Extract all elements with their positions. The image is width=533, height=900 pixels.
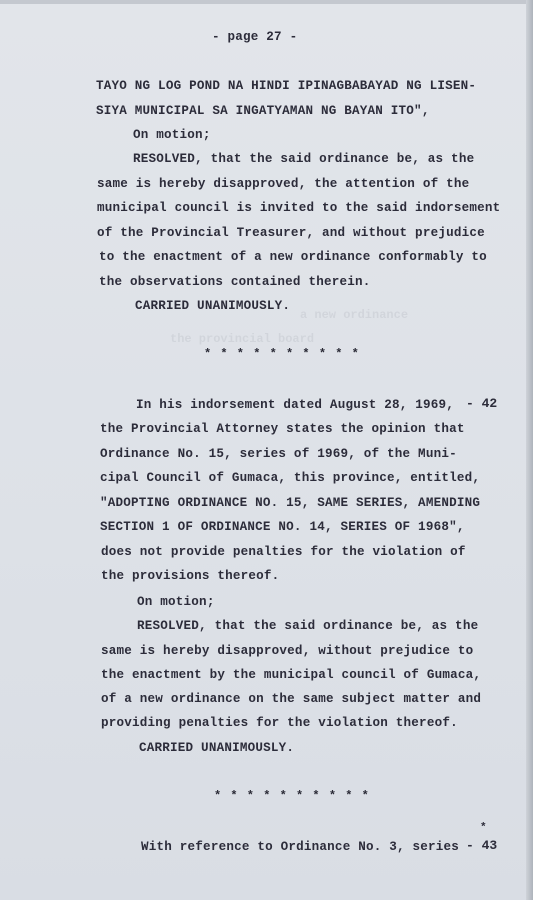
text-line: does not provide penalties for the violation of bbox=[101, 545, 466, 559]
text-line: On motion; bbox=[137, 595, 215, 609]
text-line: TAYO NG LOG POND NA HINDI IPINAGBABAYAD NG LISEN- bbox=[96, 79, 477, 93]
text-line: cipal Council of Gumaca, this province, entitled, bbox=[100, 471, 481, 485]
text-line: the enactment by the municipal council of Gumaca, bbox=[101, 668, 482, 682]
text-line: of a new ordinance on the same subject matter and bbox=[101, 692, 482, 706]
text-line: the observations contained therein. bbox=[99, 275, 371, 289]
text-line: of the Provincial Treasurer, and without prejudice bbox=[97, 226, 485, 240]
text-line: "ADOPTING ORDINANCE NO. 15, SAME SERIES, AMENDING bbox=[100, 496, 481, 510]
text-line: same is hereby disapproved, the attention of the bbox=[97, 177, 470, 191]
text-line: With reference to Ordinance No. 3, series bbox=[141, 840, 460, 854]
text-line: SECTION 1 OF ORDINANCE NO. 14, SERIES OF 1968", bbox=[100, 520, 465, 534]
page-top-edge bbox=[0, 0, 533, 4]
page-number-header: - page 27 - bbox=[212, 30, 298, 44]
page-right-edge bbox=[526, 0, 533, 900]
text-line: In his indorsement dated August 28, 1969, bbox=[136, 398, 455, 412]
carried-unanimously: CARRIED UNANIMOUSLY. bbox=[139, 741, 295, 755]
bleed-through-text: a new ordinance bbox=[300, 308, 409, 322]
margin-item-number: - 43 bbox=[466, 838, 498, 853]
text-line: providing penalties for the violation thereof. bbox=[101, 716, 458, 730]
text-line: Ordinance No. 15, series of 1969, of the Muni- bbox=[100, 447, 457, 461]
separator-stars: * * * * * * * * * * bbox=[214, 789, 370, 803]
bleed-through-text: the provincial board bbox=[170, 332, 315, 346]
text-line: to the enactment of a new ordinance conformably to bbox=[99, 250, 487, 264]
carried-unanimously: CARRIED UNANIMOUSLY. bbox=[135, 299, 291, 313]
text-line: municipal council is invited to the said indorsement bbox=[97, 201, 501, 215]
margin-asterisk: * bbox=[480, 822, 487, 834]
text-line: RESOLVED, that the said ordinance be, as the bbox=[137, 619, 479, 633]
text-line: SIYA MUNICIPAL SA INGATYAMAN NG BAYAN ITO", bbox=[96, 104, 430, 118]
text-line: On motion; bbox=[133, 128, 211, 142]
text-line: same is hereby disapproved, without prejudice to bbox=[101, 644, 474, 658]
text-line: RESOLVED, that the said ordinance be, as the bbox=[133, 152, 475, 166]
text-line: the Provincial Attorney states the opinion that bbox=[100, 422, 465, 436]
separator-stars: * * * * * * * * * * bbox=[204, 347, 360, 361]
text-line: the provisions thereof. bbox=[101, 569, 280, 583]
margin-item-number: - 42 bbox=[466, 396, 498, 411]
